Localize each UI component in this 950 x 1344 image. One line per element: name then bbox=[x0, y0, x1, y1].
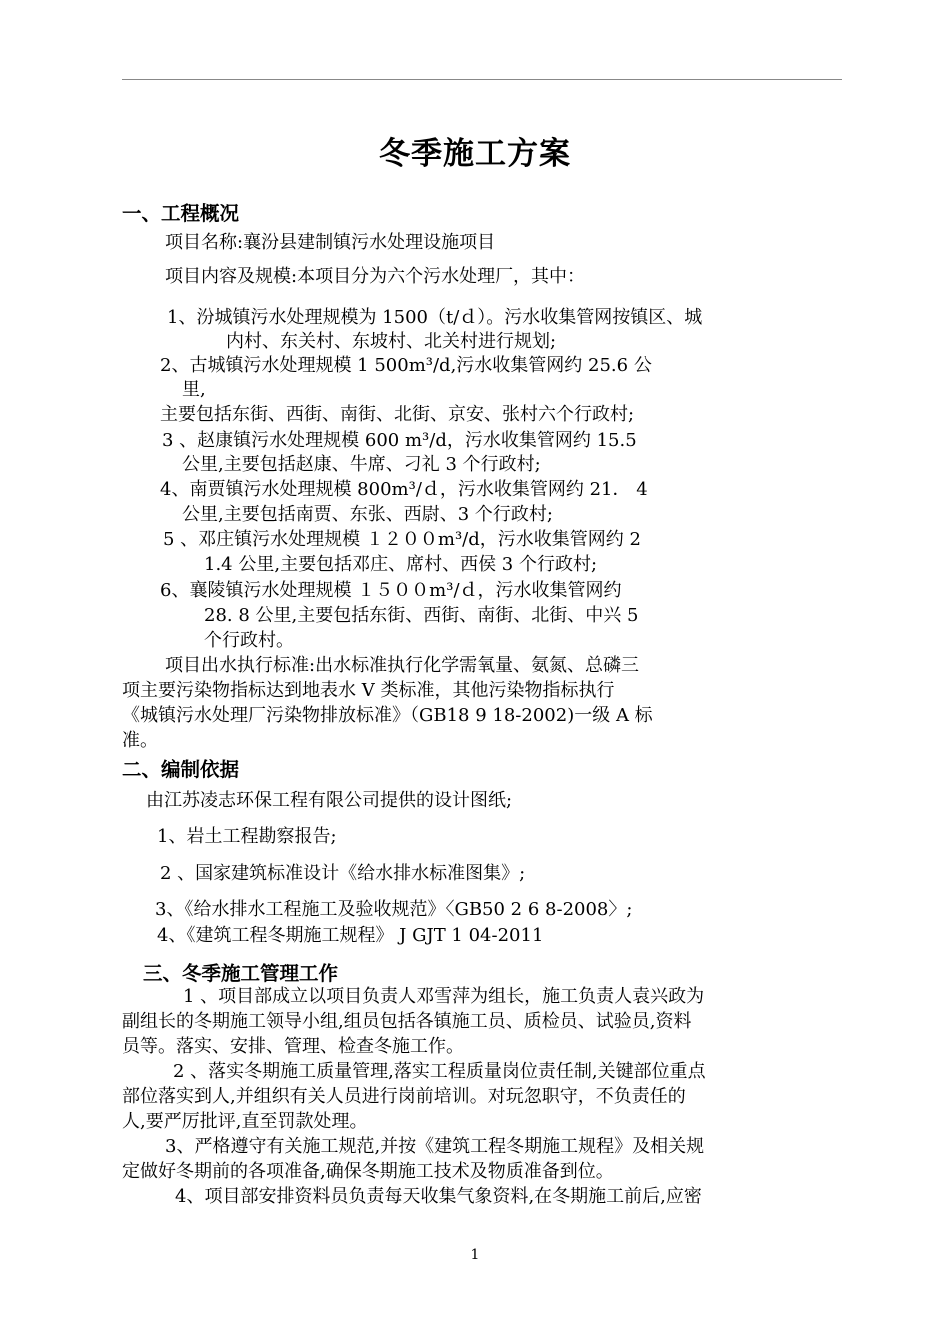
section-heading-basis: 二、编制依据 bbox=[122, 758, 240, 781]
basis-line: 2 、国家建筑标准设计《给水排水标准图集》; bbox=[160, 863, 526, 884]
standard-paragraph-line: 准。 bbox=[122, 730, 158, 751]
list-item: 2、古城镇污水处理规模 1 500m³/d,污水收集管网约 25.6 公 bbox=[160, 355, 652, 376]
list-item-continuation: 内村、东关村、东坡村、北关村进行规划; bbox=[226, 331, 557, 352]
management-line: 定做好冬期前的各项准备,确保冬期施工技术及物质准备到位。 bbox=[122, 1161, 614, 1182]
standard-paragraph-line: 《城镇污水处理厂污染物排放标准》（GB18 9 18-2002)一级 A 标 bbox=[122, 705, 653, 726]
list-item-continuation: 28. 8 公里,主要包括东街、西街、南街、北街、中兴 5 bbox=[204, 605, 639, 626]
basis-line: 4、《建筑工程冬期施工规程》 J GJT 1 04-2011 bbox=[157, 925, 544, 946]
management-line: 员等。落实、安排、管理、检查冬施工作。 bbox=[122, 1036, 464, 1057]
list-item: 1、汾城镇污水处理规模为 1500（t/ｄ）。污水收集管网按镇区、城 bbox=[167, 307, 703, 328]
list-item-continuation: 个行政村。 bbox=[204, 630, 294, 651]
management-line: 3、严格遵守有关施工规范,并按《建筑工程冬期施工规程》及相关规 bbox=[165, 1136, 705, 1157]
project-scope: 项目内容及规模:本项目分为六个污水处理厂，其中： bbox=[165, 266, 586, 287]
header-rule bbox=[122, 79, 842, 80]
list-item: 4、南贾镇污水处理规模 800m³/ｄ，污水收集管网约 21． 4 bbox=[160, 479, 648, 500]
list-item: 3 、赵康镇污水处理规模 600 m³/d，污水收集管网约 15.5 bbox=[162, 430, 637, 451]
list-item-continuation: 公里,主要包括赵康、牛席、刁礼 3 个行政村; bbox=[182, 454, 541, 475]
management-line: 2 、落实冬期施工质量管理,落实工程质量岗位责任制,关键部位重点 bbox=[173, 1061, 706, 1082]
document-title: 冬季施工方案 bbox=[379, 136, 571, 172]
basis-line: 1、岩土工程勘察报告; bbox=[157, 826, 337, 847]
list-item-continuation: 主要包括东街、西街、南街、北街、京安、张村六个行政村; bbox=[160, 404, 635, 425]
section-heading-overview: 一、工程概况 bbox=[122, 202, 240, 225]
management-line: 1 、项目部成立以项目负责人邓雪萍为组长，施工负责人袁兴政为 bbox=[183, 986, 705, 1007]
list-item-continuation: 里, bbox=[182, 379, 206, 400]
section-heading-management: 三、冬季施工管理工作 bbox=[143, 962, 339, 985]
standard-paragraph-line: 项主要污染物指标达到地表水 V 类标准，其他污染物指标执行 bbox=[122, 680, 615, 701]
basis-line: 由江苏凌志环保工程有限公司提供的设计图纸; bbox=[146, 790, 513, 811]
list-item-continuation: 公里,主要包括南贾、东张、西尉、3 个行政村; bbox=[182, 504, 553, 525]
project-name: 项目名称:襄汾县建制镇污水处理设施项目 bbox=[165, 232, 496, 253]
management-line: 人,要严厉批评,直至罚款处理。 bbox=[122, 1111, 368, 1132]
list-item-continuation: 1.4 公里,主要包括邓庄、席村、西侯 3 个行政村; bbox=[204, 554, 598, 575]
management-line: 4、项目部安排资料员负责每天收集气象资料,在冬期施工前后,应密 bbox=[175, 1186, 702, 1207]
standard-paragraph-line: 项目出水执行标准:出水标准执行化学需氧量、氨氮、总磷三 bbox=[165, 655, 640, 676]
list-item: 6、襄陵镇污水处理规模 １５００m³/ｄ，污水收集管网约 bbox=[160, 580, 622, 601]
management-line: 副组长的冬期施工领导小组,组员包括各镇施工员、质检员、试验员,资料 bbox=[122, 1011, 692, 1032]
list-item: 5 、邓庄镇污水处理规模 １２００m³/d，污水收集管网约 2 bbox=[163, 529, 641, 550]
basis-line: 3、《给水排水工程施工及验收规范》〈GB50 2 6 8-2008〉; bbox=[155, 899, 633, 920]
management-line: 部位落实到人,并组织有关人员进行岗前培训。对玩忽职守，不负责任的 bbox=[122, 1086, 686, 1107]
page-number: 1 bbox=[470, 1247, 480, 1263]
